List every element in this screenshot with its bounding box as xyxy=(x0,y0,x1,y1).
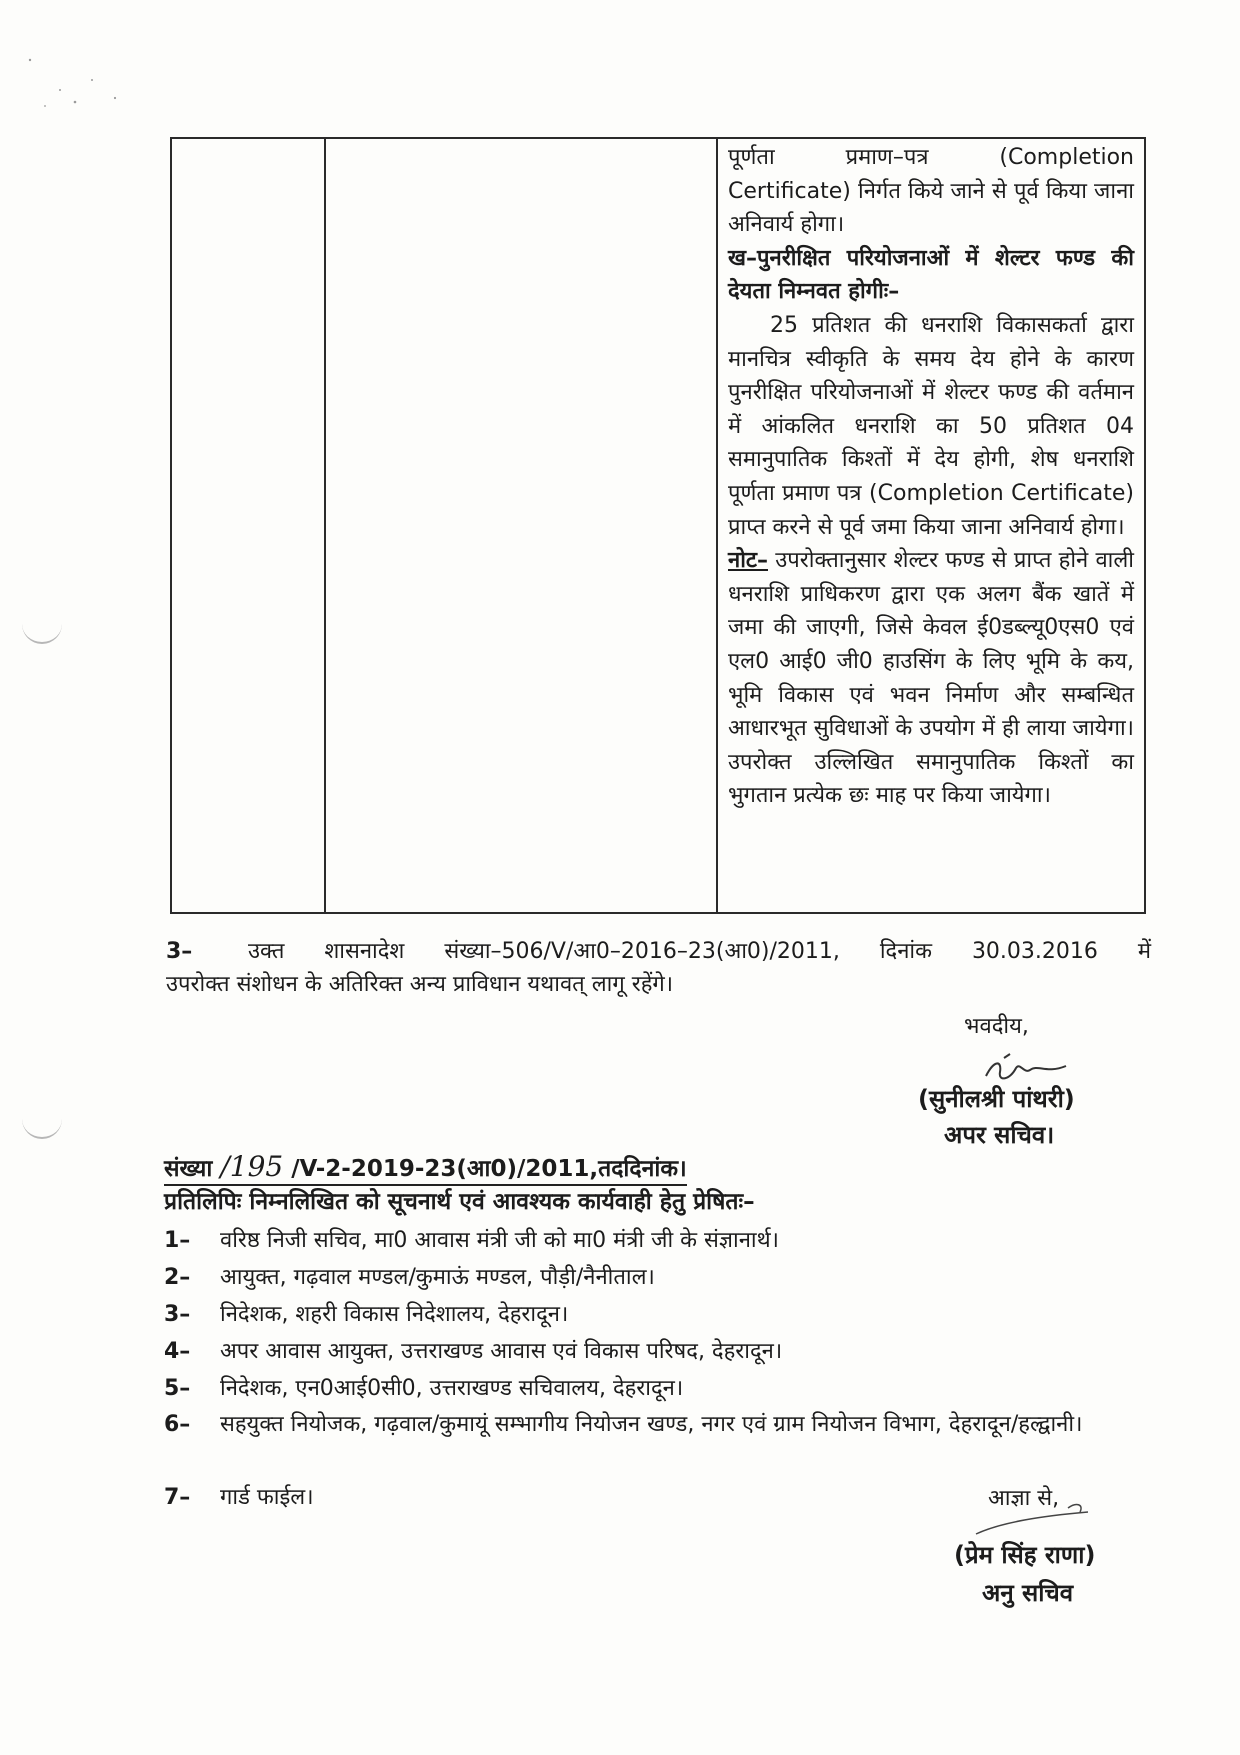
table-column-divider xyxy=(324,139,326,912)
signatory-designation: अपर सचिव। xyxy=(944,1121,1055,1149)
para3-word: दिनांक xyxy=(879,939,933,964)
reference-label: संख्या xyxy=(164,1156,213,1182)
list-item xyxy=(164,1407,1164,1479)
reference-number xyxy=(164,1152,687,1186)
list-item-number: 1– xyxy=(164,1228,191,1253)
punch-hole-mark xyxy=(22,1115,62,1139)
cell-subheading: ख–पुनरीक्षित परियोजनाओं में शेल्टर फण्ड की देयता निम्नवत होगीः– xyxy=(728,245,1134,305)
para3-word: शासनादेश xyxy=(324,939,405,964)
list-item xyxy=(164,1370,1164,1407)
list-item-number: 4– xyxy=(164,1339,191,1364)
cell-paragraph: 25 प्रतिशत की धनराशि विकासकर्ता द्वारा मानचित्र स्वीकृति के समय देय होने के कारण पुनरीक्षित परियोजनाओं में शेल्टर फण्ड की वर्तमान में आंकलित धनराशि का 50 प्रतिशत 04 समानुपातिक किश्तों में देय होगी, शेष धनराशि पूर्णता प्रमाण पत्र (Completion Certificate) प्राप्त करने से पूर्व जमा किया जाना अनिवार्य होगा। xyxy=(728,312,1134,540)
signatory-name: (प्रेम सिंह राणा) xyxy=(954,1541,1096,1569)
signature-flourish xyxy=(972,1500,1092,1540)
scan-specks xyxy=(20,40,130,120)
list-item-text: आयुक्त, गढ़वाल मण्डल/कुमाऊं मण्डल, पौड़ी/नैनीताल। xyxy=(220,1265,655,1290)
para3-word: उक्त xyxy=(248,939,285,964)
copy-heading: प्रतिलिपिः निम्नलिखित को सूचनार्थ एवं आवश्यक कार्यवाही हेतु प्रेषितः– xyxy=(164,1189,755,1215)
list-item xyxy=(164,1222,1164,1259)
provisions-table xyxy=(170,137,1146,914)
list-item-text: निदेशक, शहरी विकास निदेशालय, देहरादून। xyxy=(220,1302,569,1327)
list-item-number: 6– xyxy=(164,1412,191,1437)
list-item-number: 7– xyxy=(164,1485,191,1510)
list-item-number: 2– xyxy=(164,1265,191,1290)
list-item-text: गार्ड फाईल। xyxy=(220,1485,314,1510)
list-item-text: निदेशक, एन0आई0सी0, उत्तराखण्ड सचिवालय, देहरादून। xyxy=(220,1376,684,1401)
distribution-list xyxy=(164,1222,1164,1516)
list-item-number: 3– xyxy=(164,1302,191,1327)
note-text: उपरोक्तानुसार शेल्टर फण्ड से प्राप्त होने वाली धनराशि प्राधिकरण द्वारा एक अलग बैंक खातें में जमा की जाएगी, जिसे केवल ई0डब्ल्यू0एस0 एवं एल0 आई0 जी0 हाउसिंग के लिए भूमि के कय, भूमि विकास एवं भवन निर्माण और सम्बन्धित आधारभूत सुविधाओं के उपयोग में ही लाया जायेगा। उपरोक्त उल्लिखित समानुपातिक किश्तों का भुगतान प्रत्येक छः माह पर किया जायेगा। xyxy=(728,548,1134,809)
list-item-number: 5– xyxy=(164,1376,191,1401)
handwritten-number: /195 xyxy=(220,1150,284,1183)
table-column-divider xyxy=(716,139,718,912)
para3-word: में xyxy=(1137,939,1151,964)
signatory-designation: अनु सचिव xyxy=(982,1579,1074,1607)
list-item-text: वरिष्ठ निजी सचिव, मा0 आवास मंत्री जी को मा0 मंत्री जी के संज्ञानार्थ। xyxy=(220,1228,779,1253)
list-item xyxy=(164,1296,1164,1333)
signatory-name: (सुनीलश्री पांथरी) xyxy=(918,1085,1075,1113)
list-item xyxy=(164,1259,1164,1296)
by-order-text: आज्ञा से, xyxy=(988,1486,1060,1511)
list-item xyxy=(164,1333,1164,1370)
closing-salutation: भवदीय, xyxy=(964,1014,1029,1039)
reference-rest: /V-2-2019-23(आ0)/2011,तददिनांक। xyxy=(291,1156,687,1182)
cell-paragraph: पूर्णता प्रमाण–पत्र (Completion Certificate) निर्गत किये जाने से पूर्व किया जाना अनिवार्य होगा। xyxy=(728,145,1134,238)
note-label: नोट– xyxy=(728,548,768,574)
paragraph-number: 3– xyxy=(166,939,193,964)
para3-word: 30.03.2016 xyxy=(971,939,1098,964)
list-item-text: अपर आवास आयुक्त, उत्तराखण्ड आवास एवं विकास परिषद, देहरादून। xyxy=(220,1339,783,1364)
para3-line2: उपरोक्त संशोधन के अतिरिक्त अन्य प्राविधान यथावत् लागू रहेंगे। xyxy=(166,972,674,997)
list-item-text: सहयुक्त नियोजक, गढ़वाल/कुमायूं सम्भागीय नियोजन खण्ड, नगर एवं ग्राम नियोजन विभाग, देहरादून/हल्द्वानी। xyxy=(220,1412,1083,1437)
cell-note xyxy=(728,544,1134,813)
para3-word: संख्या–506/V/आ0–2016–23(आ0)/2011, xyxy=(444,939,840,964)
table-cell-provision xyxy=(728,141,1134,813)
paragraph-3 xyxy=(166,935,1151,1001)
punch-hole-mark xyxy=(22,620,62,644)
